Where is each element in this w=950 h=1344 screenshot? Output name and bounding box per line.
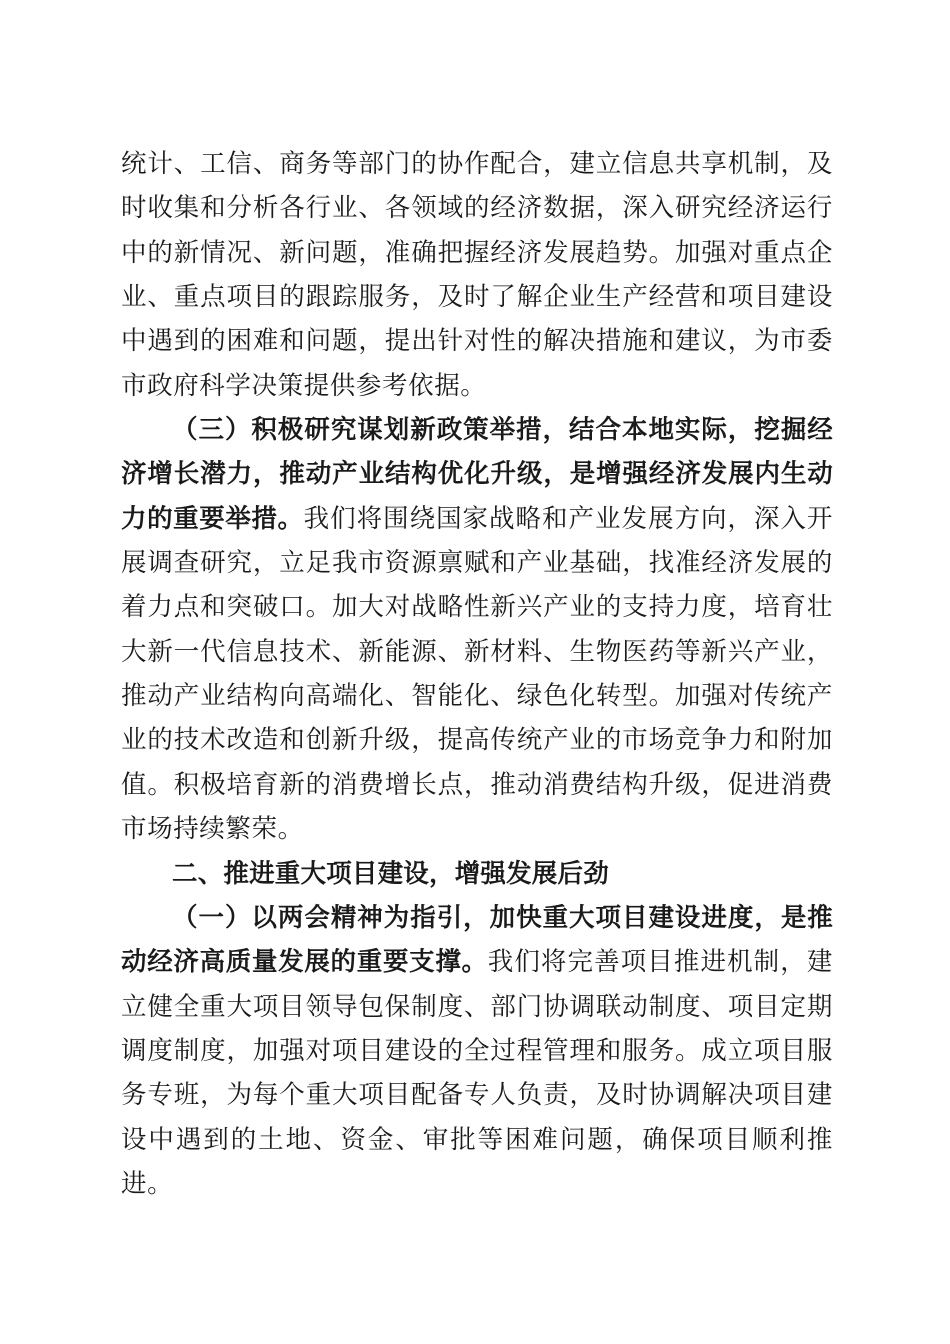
paragraph-lead-sentence: （一）以两会精神为指引，加快重大项目建设进度，是推动经济高质量发展的重要支撑。 xyxy=(121,902,833,978)
paragraph-text: 我们将完善项目推进机制，建立健全重大项目领导包保制度、部门协调联动制度、项目定期调度制度，加强对项目建设的全过程管理和服务。成立项目服务专班，为每个重大项目配备专人负责，及时协调解决项目建设中遇到的土地、资金、审批等困难问题，确保项目顺利推进。 xyxy=(121,947,833,1199)
section-heading: 二、推进重大项目建设，增强发展后劲 xyxy=(172,858,609,889)
paragraph-policy-measures xyxy=(121,408,833,851)
paragraph-major-projects xyxy=(121,896,833,1206)
paragraph-text: 我们将围绕国家战略和产业发展方向，深入开展调查研究，立足我市资源禀赋和产业基础，找准经济发展的着力点和突破口。加大对战略性新兴产业的支持力度，培育壮大新一代信息技术、新能源、新材料、生物医药等新兴产业，推动产业结构向高端化、智能化、绿色化转型。加强对传统产业的技术改造和创新升级，提高传统产业的市场竞争力和附加值。积极培育新的消费增长点，推动消费结构升级，促进消费市场持续繁荣。 xyxy=(121,503,833,845)
document-body xyxy=(121,142,833,1206)
paragraph-lead-sentence: （三）积极研究谋划新政策举措，结合本地实际，挖掘经济增长潜力，推动产业结构优化升级，是增强经济发展内生动力的重要举措。 xyxy=(121,415,833,534)
paragraph-continuation xyxy=(121,142,833,408)
paragraph-text: 统计、工信、商务等部门的协作配合，建立信息共享机制，及时收集和分析各行业、各领域的经济数据，深入研究经济运行中的新情况、新问题，准确把握经济发展趋势。加强对重点企业、重点项目的跟踪服务，及时了解企业生产经营和项目建设中遇到的困难和问题，提出针对性的解决措施和建议，为市委市政府科学决策提供参考依据。 xyxy=(121,149,833,401)
